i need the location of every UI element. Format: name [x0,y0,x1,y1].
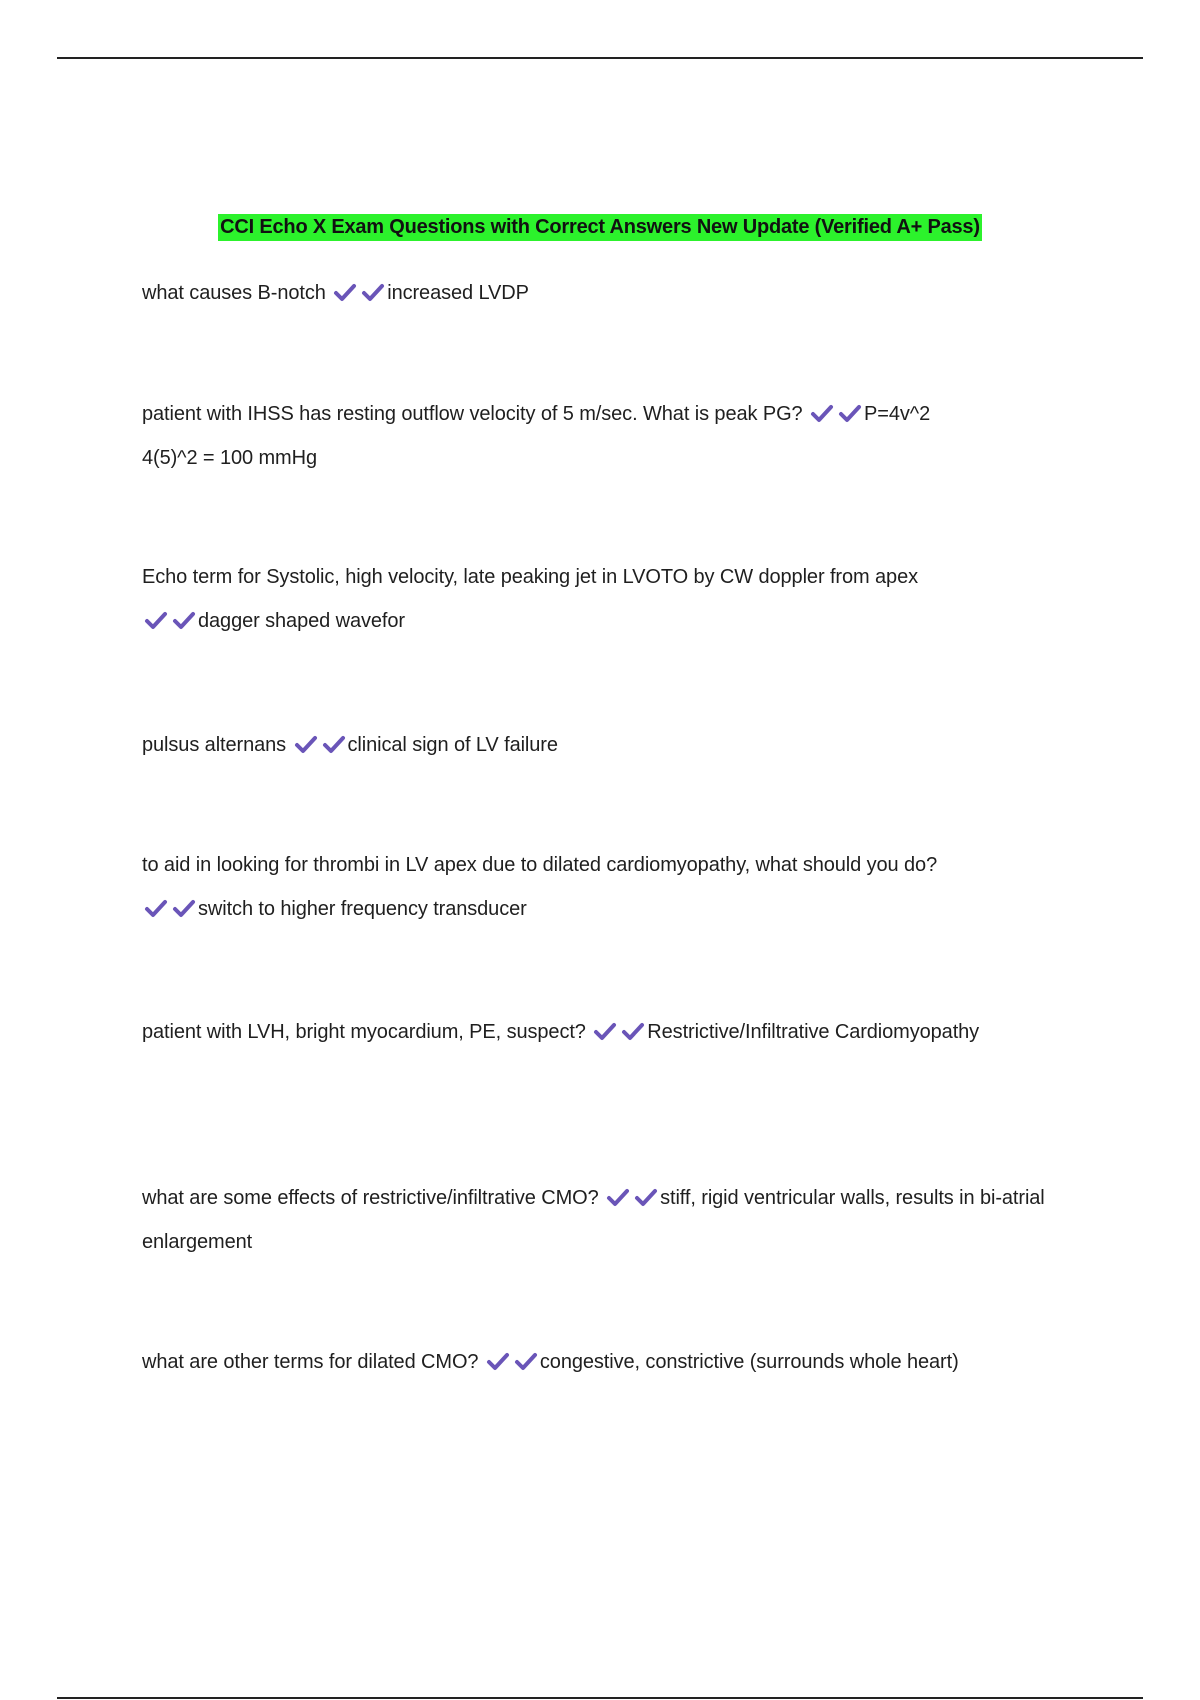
check-icon [593,1021,617,1041]
check-icon [838,403,862,423]
qa-item [142,1010,1072,1054]
check-icon [172,610,196,630]
check-icon [172,898,196,918]
check-icon [606,1187,630,1207]
check-icon [144,898,168,918]
qa-item [142,843,1072,931]
qa-item [142,1340,1102,1384]
check-icon [486,1351,510,1371]
question-text: what are other terms for dilated CMO? [142,1351,479,1373]
qa-item [142,392,1072,480]
question-text: what causes B-notch [142,282,326,304]
check-icon [634,1187,658,1207]
answer-text: stiff, rigid ventricular walls, results in bi-atrial enlargement [142,1187,1045,1253]
check-icon [514,1351,538,1371]
question-text: pulsus alternans [142,734,287,756]
check-icon [621,1021,645,1041]
question-text: patient with LVH, bright myocardium, PE, suspect? [142,1021,586,1043]
qa-item [142,723,1072,767]
check-icon [294,734,318,754]
answer-text: switch to higher frequency transducer [198,898,527,920]
question-text: patient with IHSS has resting outflow velocity of 5 m/sec. What is peak PG? [142,403,803,425]
check-icon [361,282,385,302]
answer-text: clinical sign of LV failure [347,734,558,756]
answer-text: increased LVDP [387,282,529,304]
document-title: CCI Echo X Exam Questions with Correct Answers New Update (Verified A+ Pass) [218,214,982,241]
answer-text-line2: 4(5)^2 = 100 mmHg [142,447,317,469]
question-text: to aid in looking for thrombi in LV apex due to dilated cardiomyopathy, what should you do? [142,854,938,876]
qa-item [142,1176,1072,1264]
check-icon [333,282,357,302]
qa-item [142,271,1072,315]
top-rule [57,57,1143,59]
check-icon [144,610,168,630]
bottom-rule [57,1697,1143,1699]
question-text: Echo term for Systolic, high velocity, late peaking jet in LVOTO by CW doppler from apex [142,566,918,588]
answer-text: P=4v^2 [864,403,931,425]
answer-text: Restrictive/Infiltrative Cardiomyopathy [647,1021,980,1043]
qa-item [142,555,1072,643]
answer-text: congestive, constrictive (surrounds whole heart) [539,1351,959,1373]
answer-text: dagger shaped wavefor [198,610,405,632]
check-icon [322,734,346,754]
question-text: what are some effects of restrictive/infiltrative CMO? [142,1187,599,1209]
check-icon [810,403,834,423]
